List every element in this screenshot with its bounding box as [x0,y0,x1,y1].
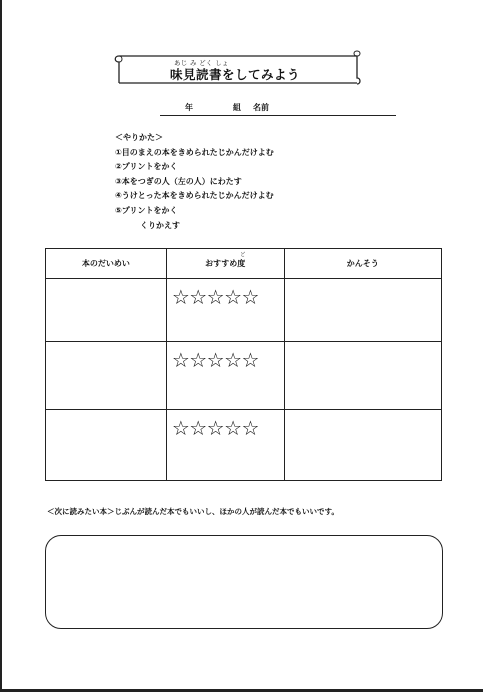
title-ruby: あじ み どく しょ [174,59,229,67]
impression-cell[interactable] [284,279,441,342]
impression-cell[interactable] [284,342,441,410]
book-title-cell[interactable] [46,279,167,342]
header-recommendation [166,249,284,279]
next-book-box[interactable] [45,535,443,629]
next-book-label: ＜次に読みたい本＞じぶんが読んだ本でもいいし、ほかの人が読んだ本でもいいです。 [47,507,339,516]
instruction-step: ①目のまえの本をきめられたじかんだけよむ [115,147,274,157]
grade-label: 年 [185,103,193,112]
book-title-cell[interactable] [46,342,167,410]
name-label: 名前 [253,103,269,112]
table-row [46,279,442,342]
star-rating[interactable]: ☆☆☆☆☆ [171,285,259,309]
instruction-repeat: くりかえす [140,220,180,230]
instruction-step: ④うけとった本をきめられたじかんだけよむ [115,191,274,201]
rating-cell[interactable] [166,410,284,481]
class-label: 組 [233,103,241,112]
instructions [115,131,274,233]
instructions-heading: ＜やりかた＞ [115,133,163,142]
table-row [46,410,442,481]
impression-cell[interactable] [284,410,441,481]
rating-cell[interactable] [166,279,284,342]
name-line[interactable] [160,102,396,116]
book-title-cell[interactable] [46,410,167,481]
rating-cell[interactable] [166,342,284,410]
review-table [45,248,442,481]
header-impression: かんそう [284,249,441,279]
instruction-step: ⑤プリントをかく [115,205,178,215]
recommendation-ruby: ど [240,252,246,258]
instruction-step: ②プリントをかく [115,162,178,172]
page-title: 味見読書をしてみよう [170,67,301,82]
recommendation-label: おすすめ度 [205,259,246,268]
star-rating[interactable]: ☆☆☆☆☆ [171,348,259,372]
header-book-title: 本のだいめい [46,249,167,279]
star-rating[interactable]: ☆☆☆☆☆ [171,416,259,440]
table-row [46,342,442,410]
page-border-left [0,0,2,692]
table-header-row [46,249,442,279]
instruction-step: ③本をつぎの人（左の人）にわたす [115,176,242,186]
